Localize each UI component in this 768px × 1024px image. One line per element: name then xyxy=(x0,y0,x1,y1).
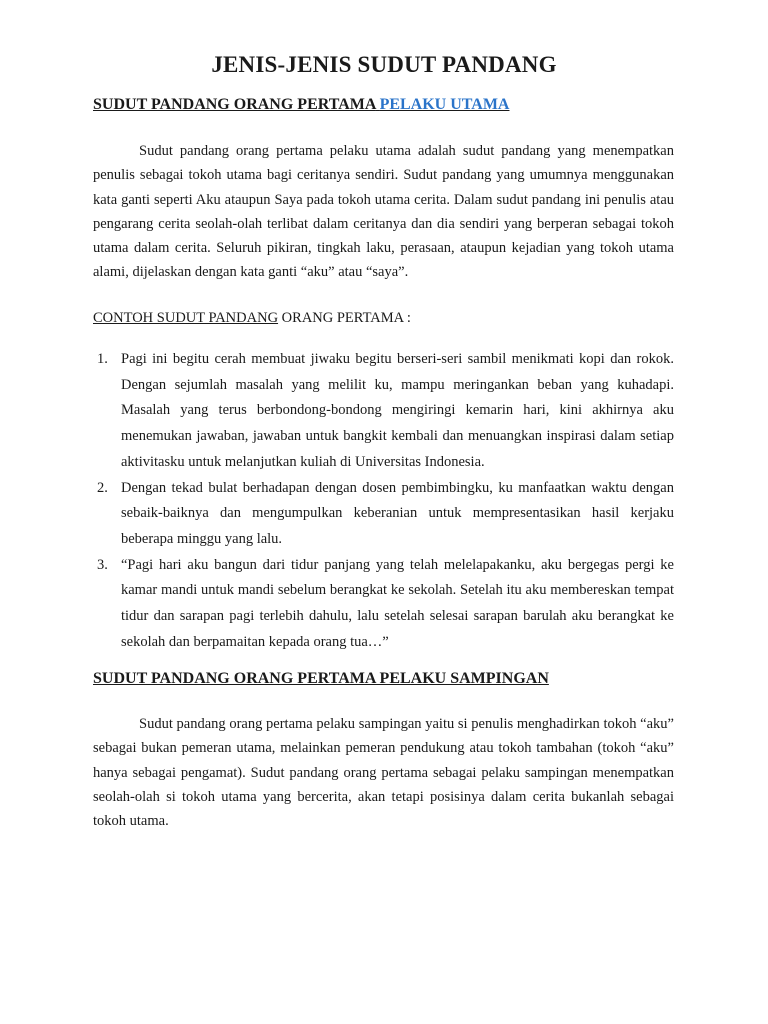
section-heading-pelaku-sampingan: SUDUT PANDANG ORANG PERTAMA PELAKU SAMPINGAN xyxy=(93,670,549,687)
list-item-text: Dengan tekad bulat berhadapan dengan dosen pembimbingku, ku manfaatkan waktu dengan sebaik-baiknya dan mengumpulkan keberanian untuk mempresentasikan hasil kerjaku beberapa minggu yang lalu. xyxy=(121,479,674,547)
examples-heading-underlined: CONTOH SUDUT PANDANG xyxy=(93,310,279,326)
list-item xyxy=(93,476,674,553)
list-item xyxy=(93,553,674,656)
document-title: JENIS-JENIS SUDUT PANDANG xyxy=(211,52,557,77)
section-heading-part2-highlight: PELAKU UTAMA xyxy=(379,96,510,113)
examples-heading-rest: ORANG PERTAMA : xyxy=(281,310,411,326)
list-item xyxy=(93,347,674,476)
section-heading-pelaku-utama xyxy=(93,96,509,114)
list-item-text: Pagi ini begitu cerah membuat jiwaku begitu berseri-seri sambil menikmati kopi dan rokok. Dengan sejumlah masalah yang melilit ku, mampu meringankan beban yang kuhadapi. Masalah yang terus berbondong-bondong mengiringi kemarin hari, kini akhirnya aku menemukan jawaban, jawaban untuk bangkit kembali dan menuangkan inspirasi dalam setiap aktivitasku untuk melanjutkan kuliah di Universitas Indonesia. xyxy=(121,351,674,470)
section-heading-part1: SUDUT PANDANG ORANG PERTAMA xyxy=(93,96,376,113)
paragraph-pelaku-utama: Sudut pandang orang pertama pelaku utama adalah sudut pandang yang menempatkan penulis sebagai tokoh utama bagi ceritanya sendiri. Sudut pandang yang umumnya menggunakan kata ganti seperti Aku ataupun Saya pada tokoh utama cerita. Dalam sudut pandang ini penulis atau pengarang cerita seolah-olah terlibat dalam ceritanya dan dia sendiri yang berperan sebagai tokoh utama dalam cerita. Seluruh pikiran, tingkah laku, perasaan, ataupun kejadian yang tokoh utama alami, dijelaskan dengan kata ganti “aku” atau “saya”. xyxy=(93,143,674,281)
examples-list xyxy=(93,347,674,655)
examples-heading xyxy=(93,310,411,327)
list-item-text: “Pagi hari aku bangun dari tidur panjang yang telah melelapakanku, aku bergegas pergi ke kamar mandi untuk mandi sebelum berangkat ke sekolah. Setelah itu aku membereskan tempat tidur dan sarapan pagi terlebih dahulu, lalu setelah selesai sarapan barulah aku berangkat ke sekolah dan berpamaitan kepada orang tua…” xyxy=(121,556,674,650)
list-item-number: 1. xyxy=(97,351,108,367)
list-item-number: 3. xyxy=(97,556,108,573)
paragraph-pelaku-sampingan: Sudut pandang orang pertama pelaku sampingan yaitu si penulis menghadirkan tokoh “aku” sebagai bukan pemeran utama, melainkan pemeran pendukung atau tokoh tambahan (tokoh “aku” hanya sebagai pengamat). Sudut pandang orang pertama sebagai pelaku sampingan menempatkan seolah-olah si tokoh utama yang bercerita, akan tetapi posisinya dalam cerita bukanlah sebagai tokoh utama. xyxy=(93,716,674,830)
list-item-number: 2. xyxy=(97,479,108,496)
